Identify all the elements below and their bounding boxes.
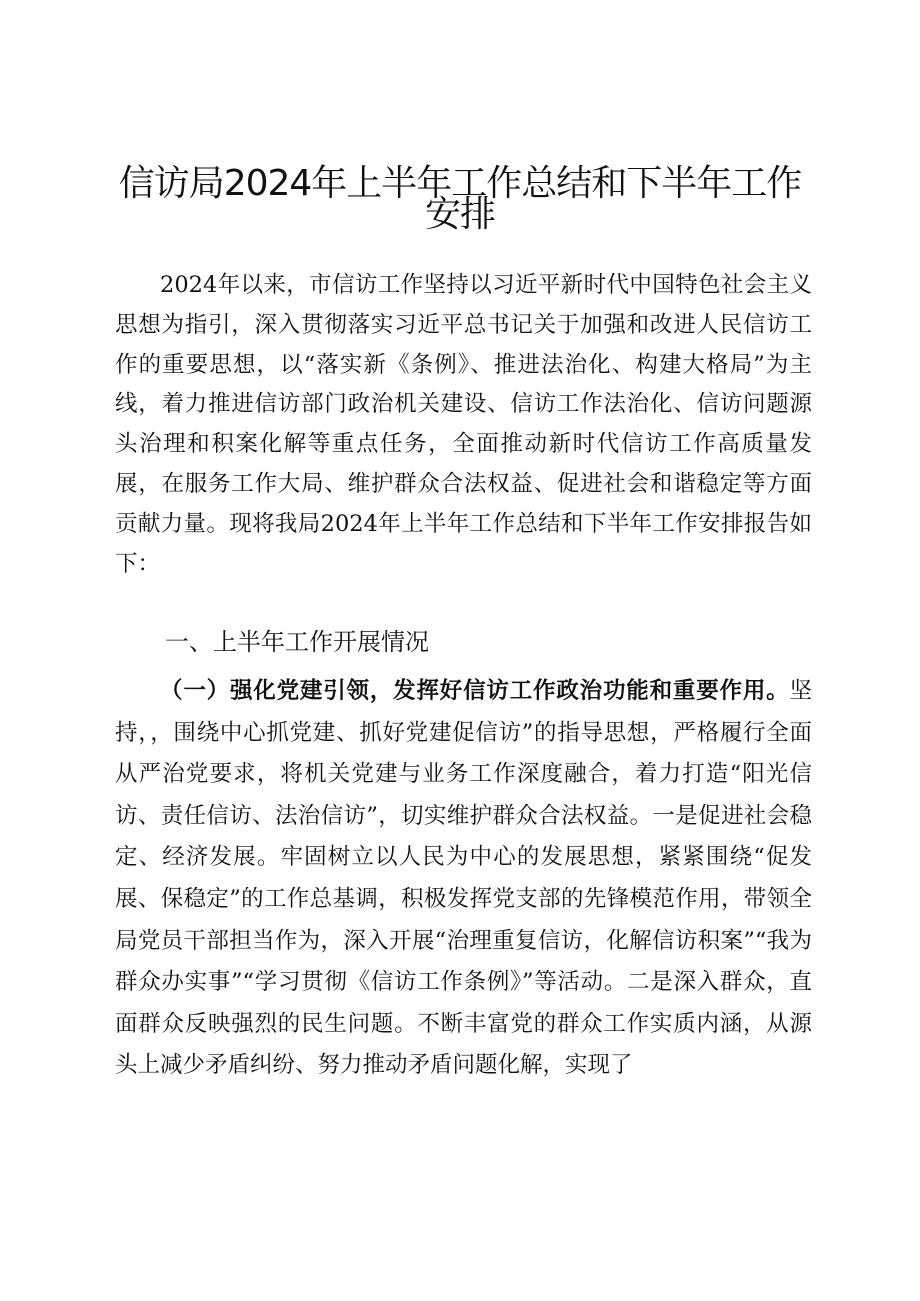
subsection-body: 坚持，，围绕中心抓党建、抓好党建促信访”的指导思想，严格履行全面从严治党要求，将机关党建与业务工作深度融合，着力打造“阳光信访、责任信访、法治信访”，切实维护群众合法权益。一是促进社会稳定、经济发展。牢固树立以人民为中心的发展思想，紧紧围绕“促发展、保稳定”的工作总基调，积极发挥党支部的先锋模范作用，带领全局党员干部担当作为，深入开展“治理重复信访，化解信访积案”“我为群众办实事”“学习贯彻《信访工作条例》”等活动。二是深入群众，直面群众反映强烈的民生问题。不断丰富党的群众工作实质内涵，从源头上减少矛盾纠纷、努力推动矛盾问题化解，实现了 [115,678,812,1079]
intro-paragraph: 2024年以来，市信访工作坚持以习近平新时代中国特色社会主义思想为指引，深入贯彻落实习近平总书记关于加强和改进人民信访工作的重要思想，以“落实新《条例》、推进法治化、构建大格局”为主线，着力推进信访部门政治机关建设、信访工作法治化、信访问题源头治理和积案化解等重点任务，全面推动新时代信访工作高质量发展，在服务工作大局、维护群众合法权益、促进社会和谐稳定等方面贡献力量。现将我局2024年上半年工作总结和下半年工作安排报告如下： [115,272,812,577]
document-title-line-2: 安排 [424,194,495,235]
subsection-heading: （一）强化党建引领，发挥好信访工作政治功能和重要作用。 [160,678,790,704]
subsection-paragraph [115,671,812,1087]
document-title-line-1: 信访局2024年上半年工作总结和下半年工作 [118,163,802,204]
section-heading: 一、上半年工作开展情况 [165,628,429,656]
